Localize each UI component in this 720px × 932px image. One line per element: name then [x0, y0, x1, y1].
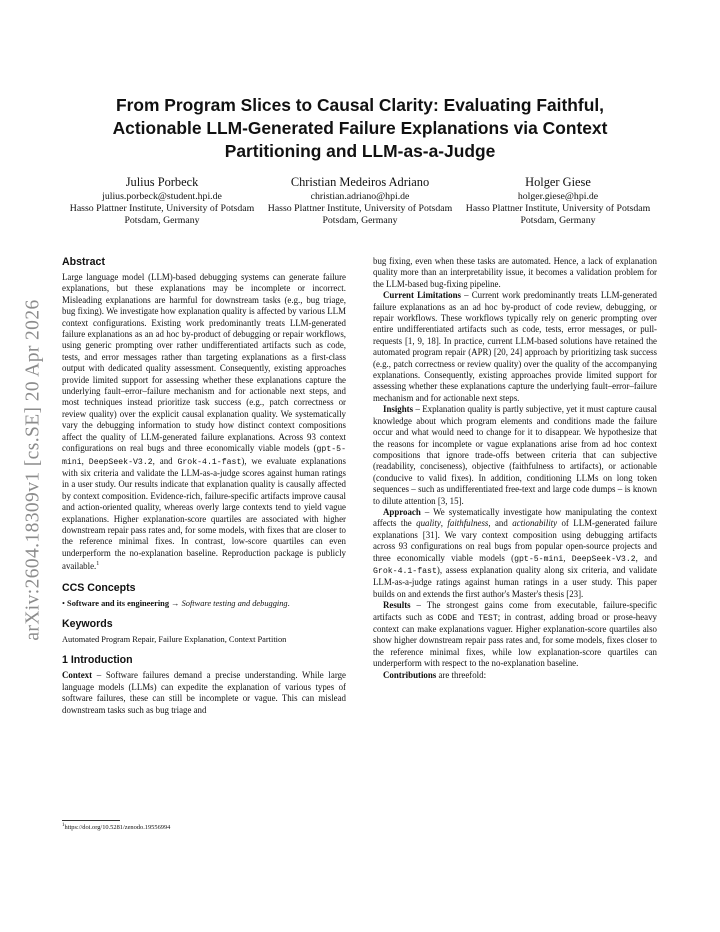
abstract-text: Large language model (LLM)-based debugging systems can generate failure explanations, but these explanations may be incomplete or incorrect. Misleading explanations are harmful for downstream tasks (e.g., bug triage, bug fixing). We investigate how explanation quality is affected by various LLM context configurations. Existing work predominantly treats LLM-generated failure explanations as an ad hoc by-product of debugging or repair workflows, using generic prompting over rather undifferentiated artifacts such as code, tests, and error messages rather than targeting explanations as a first-class output with dedicated quality assessment. Consequently, existing approaches provide limited support for assessing whether these explanations capture the underlying fault–error–failure mechanism and for actionable next steps, and most techniques instead prioritize task success (e.g., patch correctness or review quality) over the explicit causal explanation quality. We systematically vary the debugging information to study how distinct context compositions affect the quality of LLM-generated failure explanations. Across 93 context configurations on real bugs and three economically viable models (gpt-5-mini, DeepSeek-V3.2, and Grok-4.1-fast), we evaluate explanations with six criteria and validate the LLM-as-a-judge scores against human ratings in a user study. Our results indicate that explanation quality is causally affected by context composition. Evidence-rich, failure-specific artifacts improve causal and action-oriented quality, whereas overly large contexts tend to yield vague explanations. Higher explanation-score quartiles are associated with higher downstream repair pass rates and, for some models, with fixes that are closer to the reference minimal fixes. In contrast, low-score quartiles can even underperform the no-explanation baseline. Reproduction package is publicly available.$^1$: [62, 272, 346, 572]
abstract-heading: Abstract: [62, 256, 105, 268]
arxiv-stamp: [10, 262, 58, 678]
author-2: [261, 174, 459, 228]
author-1: [63, 174, 261, 228]
footnote-link[interactable]: https://doi.org/10.5281/zenodo.19556994: [64, 824, 171, 832]
author-affiliation: Hasso Plattner Institute, University of Potsdam: [267, 203, 453, 215]
author-location: Potsdam, Germany: [520, 215, 596, 227]
author-affiliation: Hasso Plattner Institute, University of Potsdam: [69, 203, 255, 215]
author-name: Christian Medeiros Adriano: [290, 175, 430, 189]
author-affiliation: Hasso Plattner Institute, University of Potsdam: [465, 203, 651, 215]
author-location: Potsdam, Germany: [322, 215, 398, 227]
left-column: [62, 256, 346, 716]
paper-title: From Program Slices to Causal Clarity: Evaluating Faithful, Actionable LLM-Generated Failure Explanations via Context Partitioning and LLM-as-a-Judge: [112, 95, 608, 161]
author-email[interactable]: christian.adriano@hpi.de: [310, 191, 410, 202]
author-name: Julius Porbeck: [125, 175, 199, 189]
footnote: $^1$https://doi.org/10.5281/zenodo.19556994: [62, 823, 171, 832]
introduction-heading: 1 Introduction: [62, 654, 133, 667]
limitations-paragraph: Current Limitations – Current work predominantly treats LLM-generated failure explanations as an ad hoc by-product of code review, debugging, or repair workflows. These workflows typically rely on generic prompting over entire undifferentiated artifacts such as code, tests, error messages, or pull-requests [1, 9, 18]. In practice, current LLM-based solutions have retained the automated program repair (APR) [20, 24] approach by prioritizing task success (e.g., patch correctness or review quality) over the quality of the accompanying explanations. Consequently, existing approaches provide limited support for assessing whether these explanations capture the underlying fault–error–failure mechanism and for actionable next steps.: [373, 290, 657, 403]
insights-paragraph: Insights – Explanation quality is partly subjective, yet it must capture causal knowledge about which program elements and conditions made the failure occur and what would need to change for it to disappear. We hypothesize that the reasons for incomplete or vague explanations arise from ad hoc context compositions that ignore trade-offs between criteria that can subjective (readability, conciseness), objective (faithfulness to artifacts), or actionable (conducive to valid fixes). In addition, conditioning LLMs on long token sequences – such as undifferentiated free-text and large code dumps – is known to dilute attention [3, 15].: [373, 404, 657, 506]
author-name: Holger Giese: [525, 175, 591, 189]
keywords-heading: Keywords: [62, 617, 113, 630]
right-column: [373, 256, 657, 681]
arxiv-stamp-text: arXiv:2604.18309v1 [cs.SE] 20 Apr 2026: [23, 299, 45, 641]
footnote-marker[interactable]: 1: [96, 561, 100, 568]
footnote-rule: [62, 820, 120, 821]
ccs-text: • Software and its engineering → Software testing and debugging.: [62, 598, 290, 608]
results-paragraph: Results – The strongest gains come from executable, failure-specific artifacts such as CODE and TEST; in contrast, adding broad or prose-heavy context can make explanations vaguer. Higher explanation-score quartiles also show higher downstream repair pass rates and, for some models, fixes closer to the reference minimal fixes, while low explanation-score quartiles can underperform with respect to the no-explanation baseline.: [373, 600, 657, 669]
contributions-paragraph: Contributions are threefold:: [383, 669, 487, 680]
author-location: Potsdam, Germany: [124, 215, 200, 227]
author-block: [63, 174, 657, 228]
approach-paragraph: Approach – We systematically investigate how manipulating the context affects the quality, faithfulness, and actionability of LLM-generated failure explanations [31]. We vary context composition using debugging artifacts across 93 configurations on real bugs from popular open-source projects and three economically viable models (gpt-5-mini, DeepSeek-V3.2, and Grok-4.1-fast), assess explanation quality along six criteria, and validate LLM-as-a-judge ratings against human ratings in a user study. This paper builds on and extends the first author's Master's thesis [23].: [373, 506, 658, 599]
intro-continuation: bug fixing, even when these tasks are automated. Hence, a lack of explanation quality more than an interpretability issue, it becomes a validation problem for the LLM-based bug-fixing pipeline.: [373, 256, 657, 289]
author-email[interactable]: holger.giese@hpi.de: [517, 191, 599, 202]
author-email[interactable]: julius.porbeck@student.hpi.de: [102, 191, 222, 202]
intro-context-paragraph: Context – Software failures demand a precise understanding. While large language models (LLMs) can expedite the explanation of various types of software failures, these can still be incomplete or vague. This can mislead downstream tasks such as bug triage and: [62, 670, 346, 715]
keywords-text: Automated Program Repair, Failure Explanation, Context Partition: [62, 634, 287, 644]
author-3: [459, 174, 657, 228]
ccs-heading: CCS Concepts: [62, 581, 136, 594]
